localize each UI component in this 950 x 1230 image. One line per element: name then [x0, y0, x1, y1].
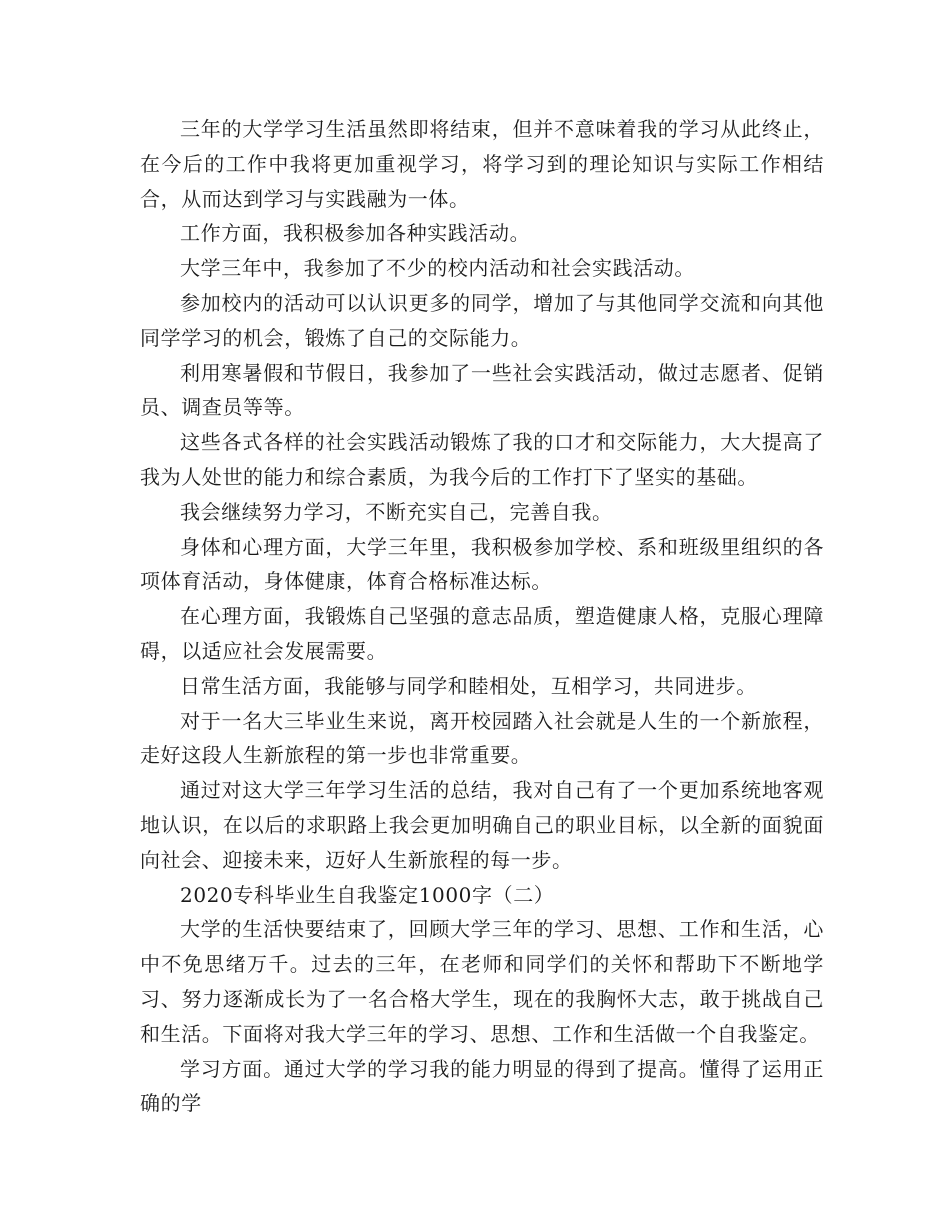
paragraph: 学习方面。通过大学的学习我的能力明显的得到了提高。懂得了运用正确的学 [140, 1056, 824, 1116]
paragraph: 利用寒暑假和节假日，我参加了一些社会实践活动，做过志愿者、促销员、调查员等等。 [140, 360, 824, 420]
paragraph: 对于一名大三毕业生来说，离开校园踏入社会就是人生的一个新旅程，走好这段人生新旅程的第一步也非常重要。 [140, 708, 824, 768]
paragraph: 我会继续努力学习，不断充实自己，完善自我。 [180, 499, 613, 524]
paragraph: 在心理方面，我锻炼自己坚强的意志品质，塑造健康人格，克服心理障碍，以适应社会发展需要。 [140, 604, 824, 663]
section-heading: 2020专科毕业生自我鉴定1000字（二） [180, 882, 555, 907]
paragraph: 这些各式各样的社会实践活动锻炼了我的口才和交际能力，大大提高了我为人处世的能力和综合素质，为我今后的工作打下了坚实的基础。 [140, 430, 824, 489]
paragraph: 三年的大学学习生活虽然即将结束，但并不意味着我的学习从此终止，在今后的工作中我将更加重视学习，将学习到的理论知识与实际工作相结合，从而达到学习与实践融为一体。 [140, 117, 824, 211]
paragraph: 大学三年中，我参加了不少的校内活动和社会实践活动。 [180, 256, 695, 281]
paragraph: 日常生活方面，我能够与同学和睦相处，互相学习，共同进步。 [180, 673, 757, 698]
paragraph: 通过对这大学三年学习生活的总结，我对自己有了一个更加系统地客观地认识，在以后的求职路上我会更加明确自己的职业目标，以全新的面貌面向社会、迎接未来，迈好人生新旅程的每一步。 [140, 778, 824, 872]
paragraph: 大学的生活快要结束了，回顾大学三年的学习、思想、工作和生活，心中不免思绪万千。过去的三年，在老师和同学们的关怀和帮助下不断地学习、努力逐渐成长为了一名合格大学生，现在的我胸怀大志，敢于挑战自己和生活。下面将对我大学三年的学习、思想、工作和生活做一个自我鉴定。 [140, 917, 824, 1046]
paragraph: 身体和心理方面，大学三年里，我积极参加学校、系和班级里组织的各项体育活动，身体健康，体育合格标准达标。 [140, 534, 824, 594]
paragraph: 参加校内的活动可以认识更多的同学，增加了与其他同学交流和向其他同学学习的机会，锻炼了自己的交际能力。 [140, 290, 824, 350]
document-body [140, 112, 824, 1121]
paragraph: 工作方面，我积极参加各种实践活动。 [180, 221, 531, 246]
